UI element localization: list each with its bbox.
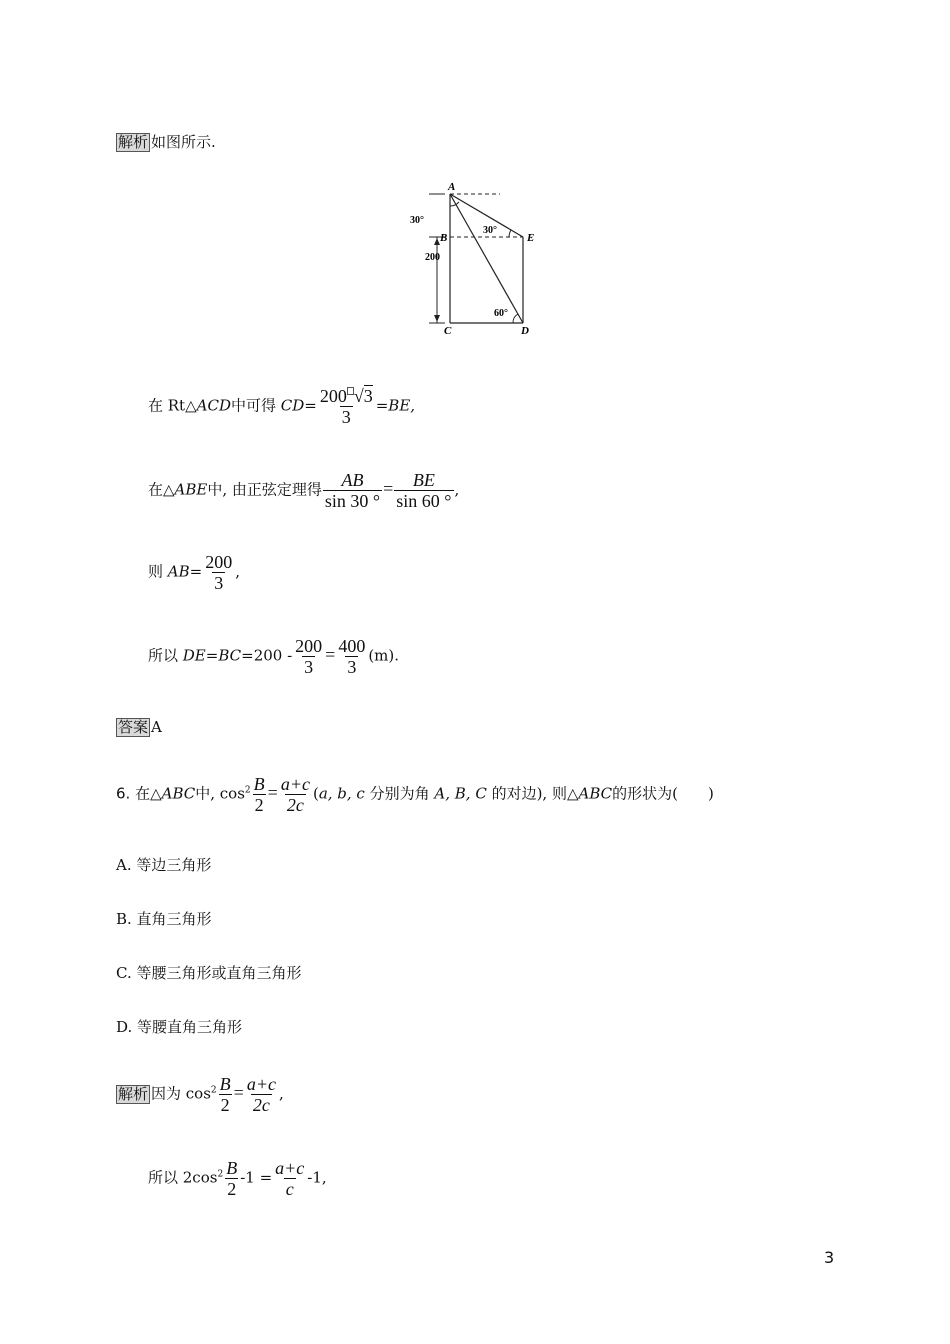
triangle-name: ABC bbox=[578, 784, 613, 803]
label-angle-60-d: 60° bbox=[494, 308, 508, 319]
fraction bbox=[203, 552, 234, 593]
text: 在△ bbox=[130, 784, 162, 803]
denominator: 2c bbox=[252, 1095, 270, 1115]
radicand: 3 bbox=[363, 386, 373, 406]
equals-sign: = bbox=[233, 1082, 244, 1103]
denominator: 3 bbox=[304, 657, 314, 677]
fraction bbox=[279, 774, 312, 815]
text: 在 Rt△ bbox=[148, 396, 197, 415]
label-c: C bbox=[444, 325, 452, 337]
triangle-name: ACD bbox=[196, 396, 231, 415]
denominator: sin 30 ° bbox=[324, 491, 381, 511]
text: , bbox=[454, 480, 460, 499]
placeholder-box bbox=[347, 387, 354, 395]
solution-line-2 bbox=[148, 470, 459, 511]
fraction bbox=[293, 636, 324, 677]
text: 中, cos bbox=[195, 784, 245, 803]
analysis-tag: 解析 bbox=[118, 1084, 149, 1103]
solution-line-4 bbox=[148, 636, 399, 677]
analysis-intro: 如图所示. bbox=[151, 133, 216, 151]
text: -1 = bbox=[240, 1168, 273, 1187]
segment-ad bbox=[450, 194, 523, 323]
numerator: B bbox=[226, 1158, 238, 1178]
numerator: 200 bbox=[319, 386, 347, 406]
equals-sign: = bbox=[325, 644, 336, 665]
angle-arc-d bbox=[513, 314, 518, 323]
analysis-line bbox=[116, 132, 216, 152]
option-c: C. 等腰三角形或直角三角形 bbox=[116, 964, 302, 982]
page-number: 3 bbox=[824, 1248, 835, 1267]
option-a: A. 等边三角形 bbox=[116, 856, 212, 874]
text: 的形状为( ) bbox=[612, 784, 714, 803]
superscript: 2 bbox=[210, 1085, 217, 1096]
label-b: B bbox=[440, 232, 448, 244]
fraction bbox=[245, 1074, 278, 1115]
text: (m). bbox=[368, 646, 400, 665]
text: 所以 2cos bbox=[148, 1168, 218, 1187]
fraction bbox=[252, 774, 267, 815]
denominator: 2 bbox=[220, 1095, 230, 1115]
numerator: 200 bbox=[205, 552, 233, 572]
segment-ab-label: AB= bbox=[167, 562, 203, 581]
segment-cd-label: CD= bbox=[280, 396, 317, 415]
analysis-line-2 bbox=[116, 1074, 284, 1115]
geometry-figure bbox=[405, 178, 550, 340]
text: =BE, bbox=[375, 396, 416, 415]
superscript: 2 bbox=[244, 785, 251, 796]
numerator: a+c bbox=[275, 1158, 305, 1178]
text: , bbox=[235, 562, 240, 581]
numerator: BE bbox=[412, 470, 435, 490]
denominator: 3 bbox=[341, 407, 351, 427]
text: 中可得 bbox=[230, 396, 281, 415]
text: 中, 由正弦定理得 bbox=[207, 480, 322, 499]
text: 分别为角 bbox=[364, 784, 435, 803]
fraction: $\frac{200 √3}{3}$ bbox=[319, 386, 373, 427]
solution-line-3 bbox=[148, 552, 240, 593]
question-number: 6. bbox=[116, 784, 131, 803]
solution-line-5 bbox=[148, 1158, 327, 1199]
text: 200 - bbox=[253, 646, 293, 665]
label-angle-30-left: 30° bbox=[410, 215, 424, 226]
option-d: D. 等腰直角三角形 bbox=[116, 1018, 243, 1036]
triangle-name: ABC bbox=[161, 784, 196, 803]
text: -1, bbox=[307, 1168, 327, 1187]
denominator: 3 bbox=[347, 657, 357, 677]
denominator: c bbox=[285, 1179, 294, 1199]
numerator: B bbox=[219, 1074, 231, 1094]
text: 的对边), 则△ bbox=[486, 784, 579, 803]
fraction bbox=[394, 470, 453, 511]
numerator: 200 bbox=[295, 636, 323, 656]
analysis-tag: 解析 bbox=[118, 133, 149, 151]
angle-arc-e bbox=[509, 230, 511, 237]
segment-de-label: DE=BC= bbox=[182, 646, 254, 665]
fraction bbox=[224, 1158, 239, 1199]
arrow-down-icon bbox=[434, 315, 440, 322]
answer-value: A bbox=[151, 718, 162, 736]
fraction bbox=[218, 1074, 233, 1115]
fraction bbox=[336, 636, 367, 677]
denominator: sin 60 ° bbox=[396, 491, 452, 511]
label-a: A bbox=[448, 181, 456, 193]
text: 所以 bbox=[148, 646, 183, 665]
numerator: B bbox=[253, 774, 265, 794]
numerator: 400 bbox=[338, 636, 366, 656]
denominator: 2 bbox=[227, 1179, 237, 1199]
text: 在△ bbox=[148, 480, 175, 499]
solution-line-1 bbox=[148, 386, 415, 427]
equals-sign: = bbox=[383, 478, 394, 499]
label-length-200: 200 bbox=[425, 252, 440, 263]
answer-tag: 答案 bbox=[118, 718, 149, 736]
option-b: B. 直角三角形 bbox=[116, 910, 212, 928]
numerator: a+c bbox=[246, 1074, 276, 1094]
denominator: 2 bbox=[254, 795, 264, 815]
superscript: 2 bbox=[217, 1169, 224, 1180]
text: ( bbox=[312, 784, 319, 803]
equals-sign: = bbox=[267, 782, 278, 803]
angle-names: A, B, C bbox=[434, 784, 487, 803]
text: , bbox=[278, 1084, 284, 1103]
answer-line bbox=[116, 717, 162, 737]
fraction bbox=[273, 1158, 306, 1199]
denominator: 3 bbox=[214, 573, 224, 593]
question-6 bbox=[116, 774, 714, 815]
side-names: a, b, c bbox=[318, 784, 365, 803]
label-d: D bbox=[521, 325, 529, 337]
text: 则 bbox=[148, 562, 168, 581]
denominator: 2c bbox=[286, 795, 304, 815]
label-e: E bbox=[527, 232, 535, 244]
label-angle-30-e: 30° bbox=[483, 225, 497, 236]
text: 因为 cos bbox=[151, 1084, 211, 1103]
fraction bbox=[323, 470, 382, 511]
triangle-name: ABE bbox=[174, 480, 208, 499]
numerator: a+c bbox=[280, 774, 310, 794]
numerator: AB bbox=[341, 470, 364, 490]
